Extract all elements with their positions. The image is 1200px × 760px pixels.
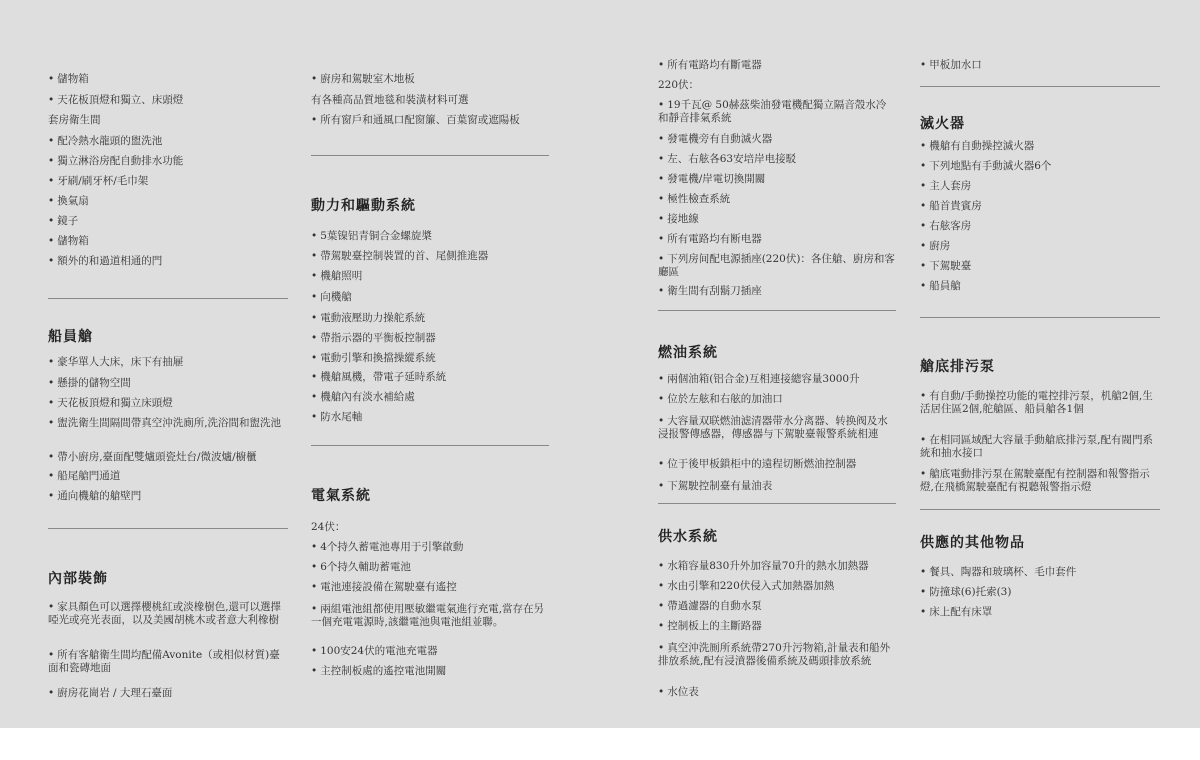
list-item: • 水箱容量830升外加容量70升的熱水加熱器 — [658, 560, 869, 573]
list-item: • 盥洗衛生間隔間帶真空沖洗廁所,洗浴間和盥洗池 — [48, 417, 286, 430]
list-item: • 配冷熱水龍頭的盥洗池 — [48, 135, 162, 148]
list-item: • 兩組電池組都使用壓敏繼電氣進行充電,當存在另一個充電電源時,該繼電池與電池組並聯。 — [311, 603, 547, 629]
section-title-supplied-items: 供應的其他物品 — [920, 535, 1025, 551]
list-item: • 額外的和過道相通的門 — [48, 255, 162, 268]
list-item: • 防撞球(6)托索(3) — [920, 586, 1011, 599]
list-item: • 廚房花崗岩 / 大理石臺面 — [48, 687, 172, 700]
divider — [48, 298, 288, 299]
section-title-interior: 內部裝飾 — [48, 571, 108, 587]
list-item: • 船尾艙門通道 — [48, 470, 120, 483]
list-item: • 餐具、陶器和玻璃杯、毛巾套件 — [920, 566, 1076, 579]
list-item: • 電動引擎和換擋操縱系統 — [311, 352, 436, 365]
list-item: • 所有客艙衛生間均配備Avonite（或相似材質)臺面和瓷磚地面 — [48, 649, 288, 675]
list-item: • 床上配有床罩 — [920, 606, 992, 619]
list-item: • 獨立淋浴房配自動排水功能 — [48, 155, 183, 168]
list-item: • 帶指示器的平衡板控制器 — [311, 332, 436, 345]
list-item: • 機艙風機，帶電子延時系統 — [311, 371, 446, 384]
list-item: • 天花板頂燈和獨立、床頭燈 — [48, 94, 183, 107]
list-item: • 4个持久蓄電池專用于引擎啟動 — [311, 541, 463, 554]
list-item: • 廚房和駕駛室木地板 — [311, 73, 415, 86]
list-item: • 廚房 — [920, 240, 950, 253]
divider — [48, 528, 288, 529]
divider — [311, 155, 549, 156]
list-item: • 有自動/手動操控功能的電控排污泵，机艙2個,生活居住區2個,舵艙區、船員艙各1個 — [920, 390, 1160, 416]
list-item: • 主人套房 — [920, 180, 971, 193]
list-item: • 儲物箱 — [48, 235, 89, 248]
list-item: • 電動液壓助力操舵系統 — [311, 312, 425, 325]
list-item: • 水位表 — [658, 686, 699, 699]
list-item: • 在相同區域配大容量手動艙底排污泵,配有閥門系統和抽水接口 — [920, 434, 1160, 460]
list-item: • 通向機艙的艙壁門 — [48, 490, 141, 503]
list-item: • 向機艙 — [311, 291, 352, 304]
list-item: • 儲物箱 — [48, 73, 89, 86]
list-item: • 接地線 — [658, 213, 699, 226]
list-item: • 防水尾軸 — [311, 411, 362, 424]
list-item: • 所有窗戶和通風口配窗簾、百葉窗或遮陽板 — [311, 114, 520, 127]
list-item: • 豪华單人大床，床下有抽屜 — [48, 356, 183, 369]
list-item: • 電池連接設備在駕駛臺有遙控 — [311, 581, 457, 594]
list-item: • 艙底電動排污泵在駕駛臺配有控制器和報警指示燈,在飛橋駕駛臺配有視聽報警指示燈 — [920, 468, 1160, 494]
section-title-fuel: 燃油系統 — [658, 345, 718, 361]
list-item: • 家具顏色可以選擇櫻桃紅或淡橡樹色,還可以選擇啞光或亮光表面，以及美國胡桃木或者意大利橡樹 — [48, 601, 288, 627]
section-title-propulsion: 動力和驅動系統 — [311, 198, 416, 214]
list-item: • 甲板加水口 — [920, 59, 982, 72]
section-title-water: 供水系統 — [658, 529, 718, 545]
list-item: • 水由引擎和220伏侵入式加熱器加熱 — [658, 580, 834, 593]
divider — [311, 445, 549, 446]
list-item: • 真空沖洗厠所系統帶270升污物箱,計量表和船外排放系統,配有浸濆器後備系統及碼頭排放系統 — [658, 642, 898, 668]
list-item: • 發電機旁有自動滅火器 — [658, 133, 772, 146]
divider — [920, 86, 1160, 87]
list-item: • 下列房间配电源插座(220伏)：各住艙、廚房和客廳區 — [658, 253, 896, 279]
divider — [920, 509, 1160, 510]
list-item: • 船員艙 — [920, 280, 961, 293]
voltage-label: 220伏： — [658, 79, 700, 91]
list-item: • 鏡子 — [48, 215, 78, 228]
list-item: • 極性檢查系統 — [658, 193, 730, 206]
list-item: • 船首貴賓房 — [920, 200, 982, 213]
list-item: • 19千瓦@ 50赫茲柴油發電機配獨立隔音殼水冷和靜音排氣系統 — [658, 99, 894, 125]
list-item: • 帶小廚房,臺面配雙爐頭瓷灶台/微波爐/櫥櫃 — [48, 451, 257, 464]
list-item: • 機艙有自動操控滅火器 — [920, 140, 1034, 153]
section-title-electrical: 電氣系統 — [311, 488, 371, 504]
list-item: • 機艙照明 — [311, 270, 362, 283]
divider — [658, 310, 896, 311]
list-item: • 換氣扇 — [48, 195, 89, 208]
list-item: • 左、右舷各63安培岸电接駁 — [658, 153, 796, 166]
list-item: • 帶駕駛臺控制裝置的首、尾側推進器 — [311, 250, 488, 263]
list-item: • 懸掛的儲物空間 — [48, 377, 131, 390]
section-title-bilge-pumps: 艙底排污泵 — [920, 359, 995, 375]
list-item: • 牙刷/刷牙杯/毛巾架 — [48, 175, 148, 188]
section-title-crew-cabin: 船員艙 — [48, 329, 93, 345]
list-item: • 機艙內有淡水補給處 — [311, 391, 415, 404]
divider — [658, 503, 896, 504]
list-item: • 控制板上的主斷路器 — [658, 620, 762, 633]
list-item: • 下列地點有手動滅火器6个 — [920, 160, 1051, 173]
voltage-label: 24伏： — [311, 521, 346, 533]
list-item: • 主控制板處的遙控電池開關 — [311, 665, 446, 678]
list-item: • 帶過濾器的自動水泵 — [658, 600, 762, 613]
list-item: • 位於左舷和右舷的加油口 — [658, 393, 783, 406]
list-item: • 發電機/岸電切換開關 — [658, 173, 765, 186]
list-item: • 100安24伏的電池充電器 — [311, 645, 438, 658]
list-item: • 所有電路均有斷電器 — [658, 59, 762, 72]
list-item: • 右舷客房 — [920, 220, 971, 233]
list-item: • 下駕駛控制臺有量油表 — [658, 480, 772, 493]
divider — [920, 317, 1160, 318]
list-item: • 衛生間有刮鬍刀插座 — [658, 285, 762, 298]
list-item: • 大容量双联燃油滤清器带水分离器、转换阀及水浸报警傳感器，傳感器与下駕駛臺報警系統相連 — [658, 415, 898, 441]
list-item: • 所有電路均有断电器 — [658, 233, 762, 246]
list-item: • 天花板頂燈和獨立床頭燈 — [48, 397, 173, 410]
text-line: 有各種高品質地毯和裝潢材料可選 — [311, 94, 469, 106]
section-title-fire-extinguishers: 滅火器 — [920, 116, 965, 132]
list-item: • 下駕駛臺 — [920, 260, 971, 273]
list-item: • 6个持久輔助蓄電池 — [311, 561, 411, 574]
list-item: • 兩個油箱(铝合金)互相連接總容量3000升 — [658, 373, 860, 386]
subheading-ensuite-bath: 套房衛生間 — [48, 114, 101, 126]
list-item: • 位于後甲板鎖柜中的遠程切断燃油控制器 — [658, 458, 856, 471]
list-item: • 5葉镍铝青铜合金螺旋槳 — [311, 230, 432, 243]
